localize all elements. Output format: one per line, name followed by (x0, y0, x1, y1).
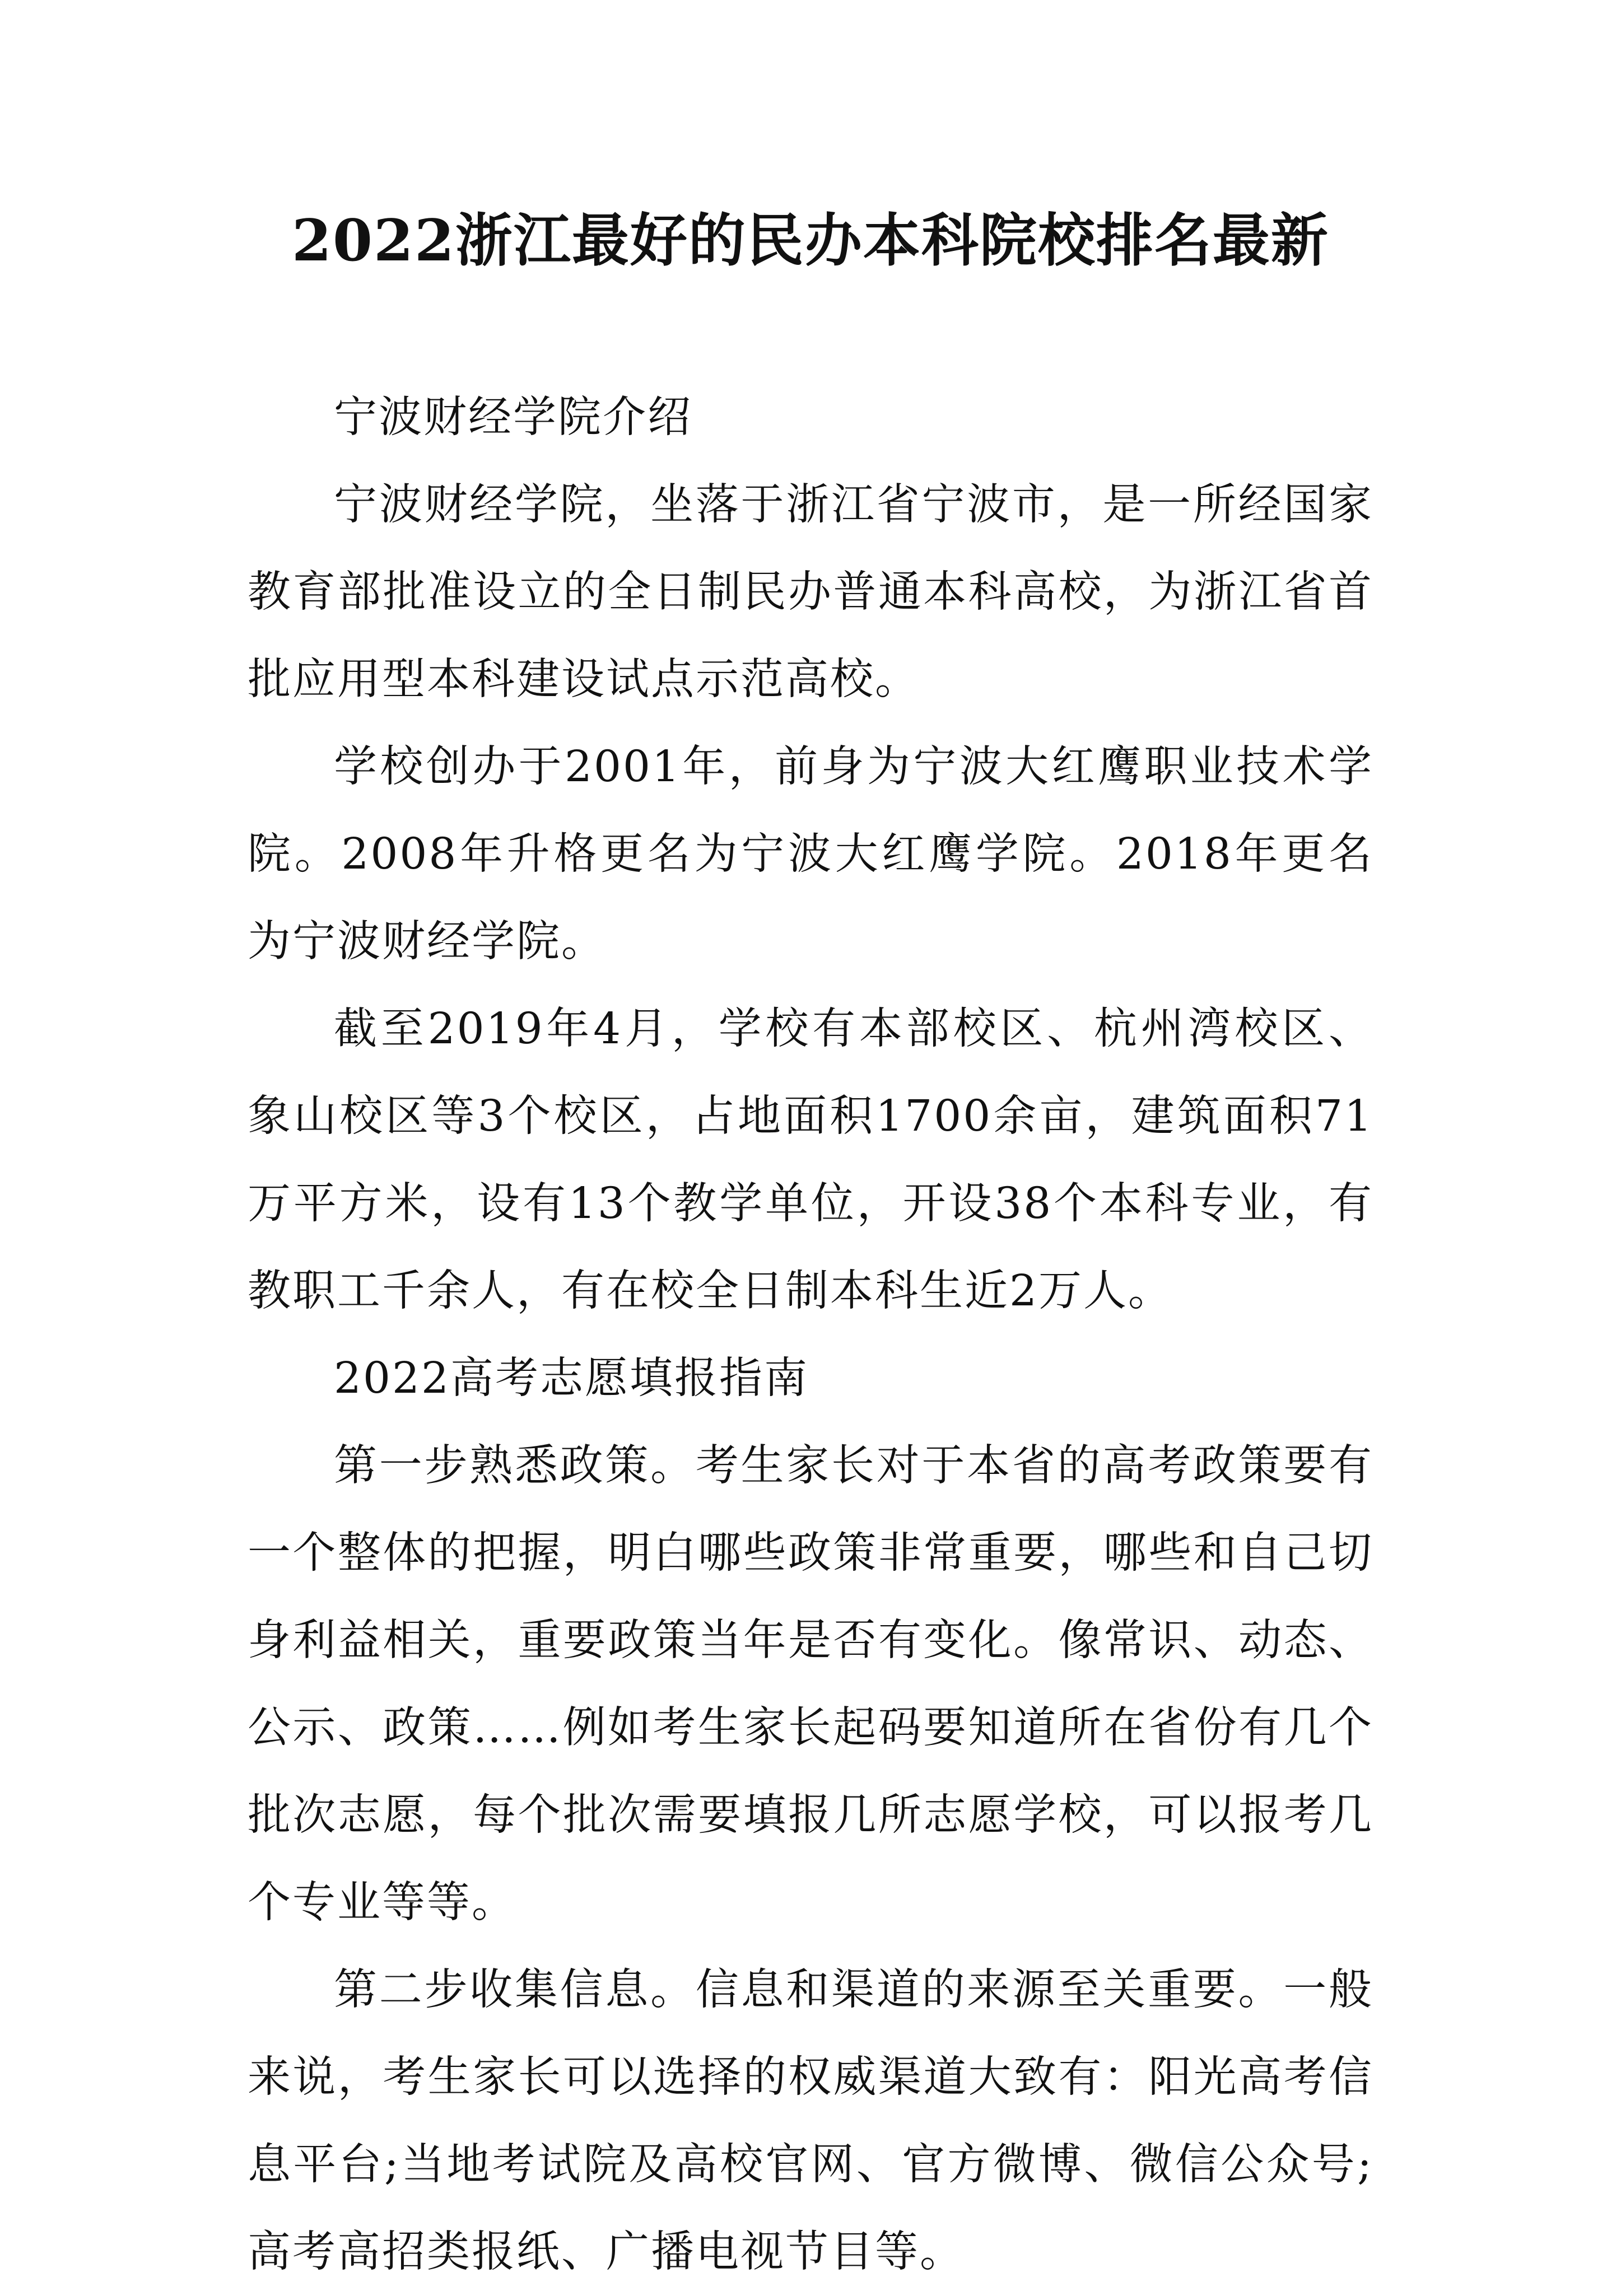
document-title: 2022浙江最好的民办本科院校排名最新 (292, 207, 1329, 274)
paragraph: 学校创办于2001年，前身为宁波大红鹰职业技术学院。2008年升格更名为宁波大红鹰学院。2018年更名为宁波财经学院。 (248, 742, 1373, 967)
paragraph: 截至2019年4月，学校有本部校区、杭州湾校区、象山校区等3个校区，占地面积1700余亩，建筑面积71万平方米，设有13个教学单位，开设38个本科专业，有教职工千余人，有在校全日制本科生近2万人。 (248, 1004, 1373, 1316)
paragraph: 第二步收集信息。信息和渠道的来源至关重要。一般来说，考生家长可以选择的权威渠道大致有：阳光高考信息平台;当地考试院及高校官网、官方微博、微信公众号;高考高招类报纸、广播电视节目等。 (248, 1965, 1373, 2277)
section-heading-application-guide: 2022高考志愿填报指南 (334, 1354, 809, 1403)
section-heading-college-intro: 宁波财经学院介绍 (334, 393, 692, 442)
paragraph: 第一步熟悉政策。考生家长对于本省的高考政策要有一个整体的把握，明白哪些政策非常重要，哪些和自己切身利益相关，重要政策当年是否有变化。像常识、动态、公示、政策……例如考生家长起码要知道所在省份有几个批次志愿，每个批次需要填报几所志愿学校，可以报考几个专业等等。 (248, 1441, 1373, 1928)
paragraph: 宁波财经学院，坐落于浙江省宁波市，是一所经国家教育部批准设立的全日制民办普通本科高校，为浙江省首批应用型本科建设试点示范高校。 (248, 480, 1373, 704)
document-body (248, 374, 1373, 2296)
